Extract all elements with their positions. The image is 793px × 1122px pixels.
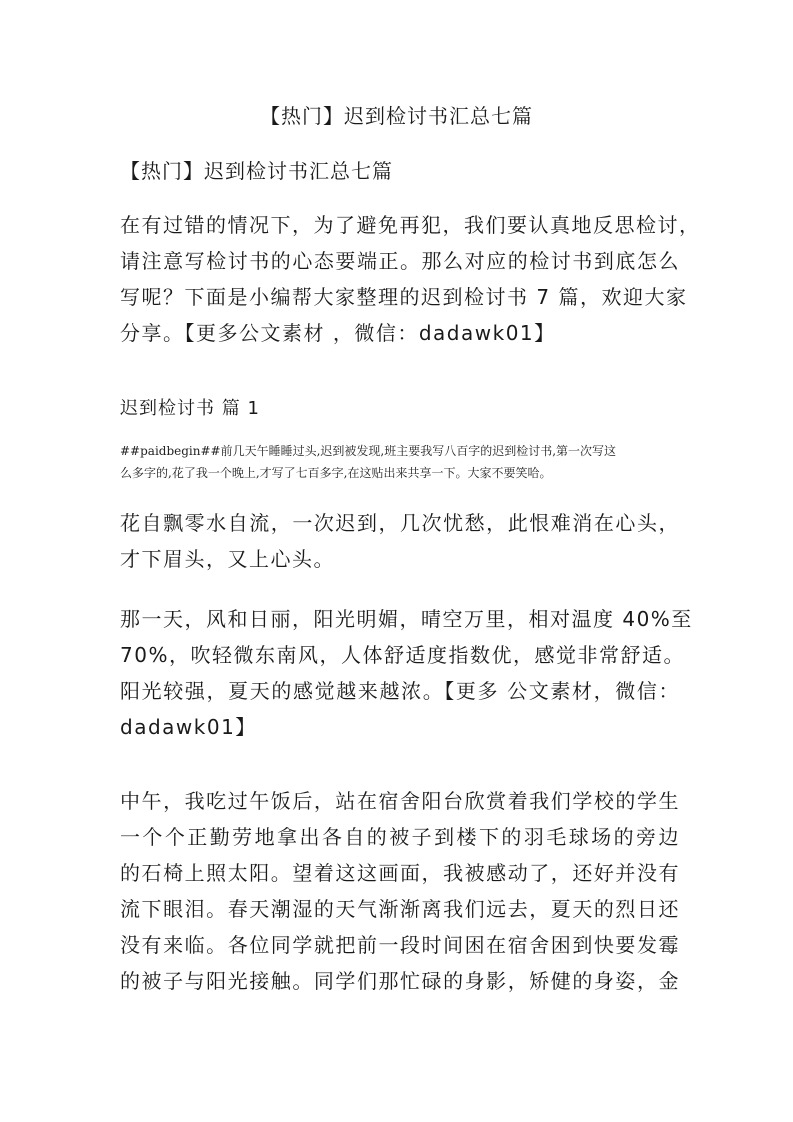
para3-line: 中午，我吃过午饭后，站在宿舍阳台欣赏着我们学校的学生 <box>120 789 680 813</box>
intro-line: 在有过错的情况下，为了避免再犯，我们要认真地反思检讨， <box>120 213 701 237</box>
note-line: ##paidbegin##前几天午睡睡过头,迟到被发现,班主要我写八百字的迟到检讨书,第一次写这 <box>120 444 617 458</box>
note-line: 么多字的,花了我一个晚上,才写了七百多字,在这贴出来共享一下。大家不要笑哈。 <box>120 466 552 480</box>
document-subtitle: 【热门】迟到检讨书汇总七篇 <box>120 159 393 183</box>
para3-line: 的石椅上照太阳。望着这这画面，我被感动了，还好并没有 <box>120 861 680 885</box>
para1-line: 花自飘零水自流，一次迟到，几次忧愁，此恨难消在心头， <box>120 511 680 535</box>
section-heading: 迟到检讨书 篇 1 <box>120 398 260 419</box>
para2-line: dadawk01】 <box>120 715 257 739</box>
para3-line: 的被子与阳光接触。同学们那忙碌的身影，矫健的身姿，金 <box>120 969 680 993</box>
paragraph-1 <box>120 505 680 577</box>
paragraph-2 <box>120 601 693 745</box>
para3-line: 一个个正勤劳地拿出各自的被子到楼下的羽毛球场的旁边 <box>120 825 680 849</box>
intro-paragraph <box>120 207 701 351</box>
para3-line: 没有来临。各位同学就把前一段时间困在宿舍困到快要发霉 <box>120 933 680 957</box>
paragraph-3 <box>120 783 680 999</box>
para2-line: 那一天，风和日丽，阳光明媚，晴空万里，相对温度 40%至 <box>120 607 693 631</box>
para1-line: 才下眉头，又上心头。 <box>120 547 335 571</box>
intro-line: 写呢？下面是小编帮大家整理的迟到检讨书 7 篇，欢迎大家 <box>120 285 688 309</box>
document-title: 【热门】迟到检讨书汇总七篇 <box>260 104 533 128</box>
intro-line: 请注意写检讨书的心态要端正。那么对应的检讨书到底怎么 <box>120 249 680 273</box>
para3-line: 流下眼泪。春天潮湿的天气渐渐离我们远去，夏天的烈日还 <box>120 897 680 921</box>
para2-line: 阳光较强，夏天的感觉越来越浓。【更多 公文素材，微信： <box>120 679 680 703</box>
paid-note <box>120 440 680 484</box>
para2-line: 70%，吹轻微东南风，人体舒适度指数优，感觉非常舒适。 <box>120 643 685 667</box>
intro-line: 分享。【更多公文素材 ，微信：dadawk01】 <box>120 321 556 345</box>
